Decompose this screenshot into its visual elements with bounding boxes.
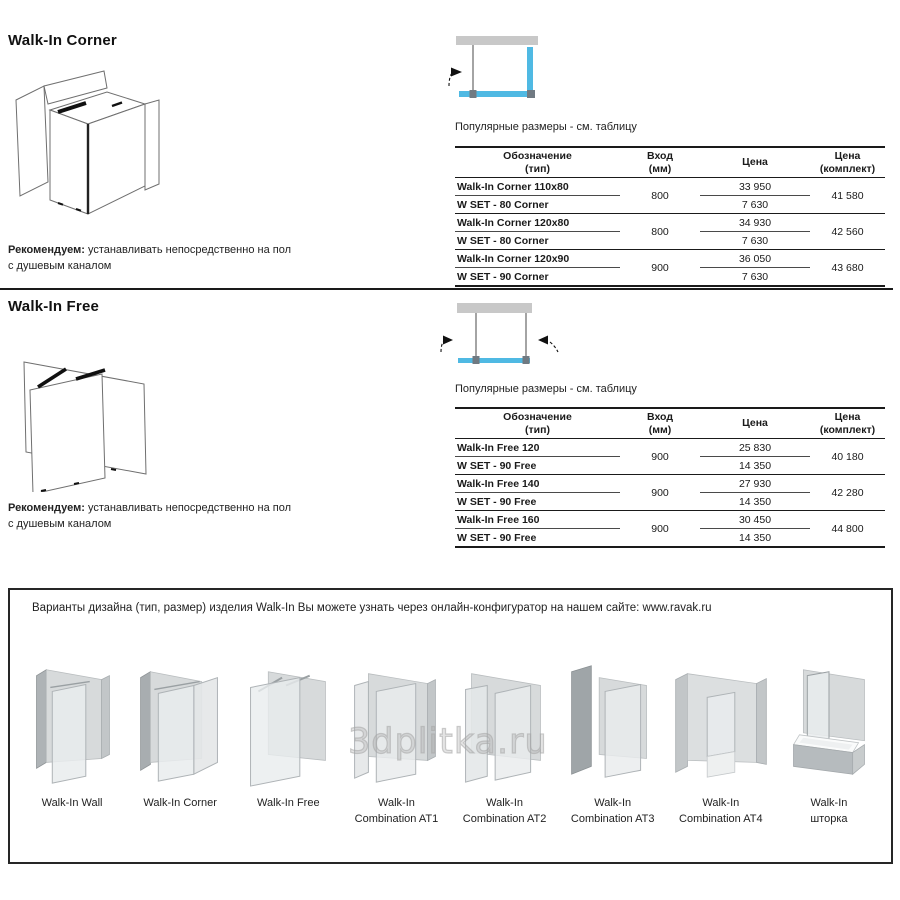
product-price: 36 050 xyxy=(700,250,810,268)
free-product-drawing xyxy=(8,322,178,492)
product-price: 25 830 xyxy=(700,439,810,457)
kit-price: 42 560 xyxy=(810,214,885,250)
variant-combination-at1 xyxy=(342,652,450,828)
variants-row xyxy=(18,652,883,828)
variant-shtorka xyxy=(775,652,883,828)
set-name: W SET - 80 Corner xyxy=(455,196,620,214)
variant-label: Walk-In шторка xyxy=(810,797,848,825)
table-header-row xyxy=(455,408,885,439)
kit-price: 42 280 xyxy=(810,475,885,511)
recommend-text-1: устанавливать непосредственно на пол xyxy=(84,502,292,514)
product-name: Walk-In Free 160 xyxy=(455,511,620,529)
corner-sizes-note: Популярные размеры - см. таблицу xyxy=(455,121,637,133)
set-name: W SET - 80 Corner xyxy=(455,232,620,250)
set-name: W SET - 90 Free xyxy=(455,457,620,475)
col-header-entry: Вход (мм) xyxy=(620,408,700,439)
corner-product-drawing xyxy=(8,66,178,216)
product-price: 30 450 xyxy=(700,511,810,529)
table-row xyxy=(455,214,885,232)
corner-recommend-note xyxy=(8,243,338,275)
variant-label: Walk-In Corner xyxy=(143,797,217,809)
recommend-label: Рекомендуем: xyxy=(8,244,85,256)
design-variants-panel xyxy=(8,588,893,864)
set-name: W SET - 90 Free xyxy=(457,531,537,544)
combination-at2-image xyxy=(455,652,555,790)
col-header-set-price: Цена (комплект) xyxy=(810,408,885,439)
entry-width: 900 xyxy=(620,439,700,475)
set-price: 14 350 xyxy=(738,531,772,544)
walk-in-wall-image xyxy=(22,652,122,790)
product-price: 33 950 xyxy=(700,178,810,196)
product-name: Walk-In Corner 110x80 xyxy=(455,178,620,196)
product-name: Walk-In Free 140 xyxy=(455,475,620,493)
variant-label: Walk-In Free xyxy=(257,797,320,809)
watermark: 3dplitka.ru xyxy=(348,722,548,762)
configurator-note: Варианты дизайна (тип, размер) изделия Walk-In Вы можете узнать через онлайн-конфигуратор на нашем сайте: www.ravak.ru xyxy=(32,602,712,614)
walk-in-free-image xyxy=(238,652,338,790)
entry-width: 900 xyxy=(651,522,669,535)
combination-at4-image xyxy=(669,652,773,790)
set-name: W SET - 90 Free xyxy=(455,493,620,511)
set-price: 7 630 xyxy=(700,232,810,250)
section-title-free: Walk-In Free xyxy=(8,298,100,315)
set-price: 7 630 xyxy=(700,196,810,214)
variant-combination-at2 xyxy=(451,652,559,828)
entry-width: 900 xyxy=(620,475,700,511)
col-header-price: Цена xyxy=(700,147,810,178)
corner-price-table xyxy=(455,146,885,287)
recommend-text-1: устанавливать непосредственно на пол xyxy=(84,244,292,256)
col-header-designation: Обозначение (тип) xyxy=(455,408,620,439)
combination-at3-image xyxy=(563,652,663,790)
table-row xyxy=(455,178,885,196)
set-price: 7 630 xyxy=(741,270,769,283)
product-name: Walk-In Free 120 xyxy=(455,439,620,457)
entry-width: 800 xyxy=(620,178,700,214)
table-header-row xyxy=(455,147,885,178)
walk-in-corner-image xyxy=(130,652,230,790)
combination-at1-image xyxy=(346,652,446,790)
section-divider xyxy=(0,288,893,290)
set-price: 14 350 xyxy=(700,493,810,511)
kit-price: 43 680 xyxy=(831,261,864,274)
set-name: W SET - 90 Corner xyxy=(457,270,549,283)
variant-combination-at3 xyxy=(559,652,667,828)
product-name: Walk-In Corner 120x80 xyxy=(455,214,620,232)
entry-width: 900 xyxy=(651,261,669,274)
variant-label: Walk-In Combination AT1 xyxy=(354,797,439,825)
variant-walk-in-corner xyxy=(126,652,234,828)
free-price-table xyxy=(455,407,885,548)
free-topview-diagram xyxy=(440,300,575,380)
product-price: 34 930 xyxy=(700,214,810,232)
product-price: 27 930 xyxy=(700,475,810,493)
variant-combination-at4 xyxy=(667,652,775,828)
table-row xyxy=(455,250,885,268)
corner-topview-diagram xyxy=(448,34,558,116)
product-name: Walk-In Corner 120x90 xyxy=(455,250,620,268)
variant-label: Walk-In Combination AT4 xyxy=(679,797,763,825)
free-recommend-note xyxy=(8,501,338,533)
free-sizes-note: Популярные размеры - см. таблицу xyxy=(455,383,637,395)
col-header-designation: Обозначение (тип) xyxy=(455,147,620,178)
table-row xyxy=(455,475,885,493)
variant-label: Walk-In Combination AT3 xyxy=(570,797,655,825)
kit-price: 40 180 xyxy=(810,439,885,475)
kit-price: 41 580 xyxy=(810,178,885,214)
kit-price: 44 800 xyxy=(831,522,864,535)
recommend-text-2: с душевым каналом xyxy=(8,517,112,530)
bath-screen-image xyxy=(779,652,879,790)
variant-label: Walk-In Wall xyxy=(41,797,103,809)
col-header-entry: Вход (мм) xyxy=(620,147,700,178)
variant-label: Walk-In Combination AT2 xyxy=(462,797,547,825)
variant-walk-in-free xyxy=(234,652,342,828)
set-price: 14 350 xyxy=(700,457,810,475)
recommend-label: Рекомендуем: xyxy=(8,502,85,514)
table-row xyxy=(455,511,885,529)
table-row xyxy=(455,439,885,457)
recommend-text-2: с душевым каналом xyxy=(8,259,112,272)
entry-width: 800 xyxy=(620,214,700,250)
col-header-price: Цена xyxy=(700,408,810,439)
col-header-set-price: Цена (комплект) xyxy=(810,147,885,178)
section-title-corner: Walk-In Corner xyxy=(8,32,117,49)
variant-walk-in-wall xyxy=(18,652,126,828)
